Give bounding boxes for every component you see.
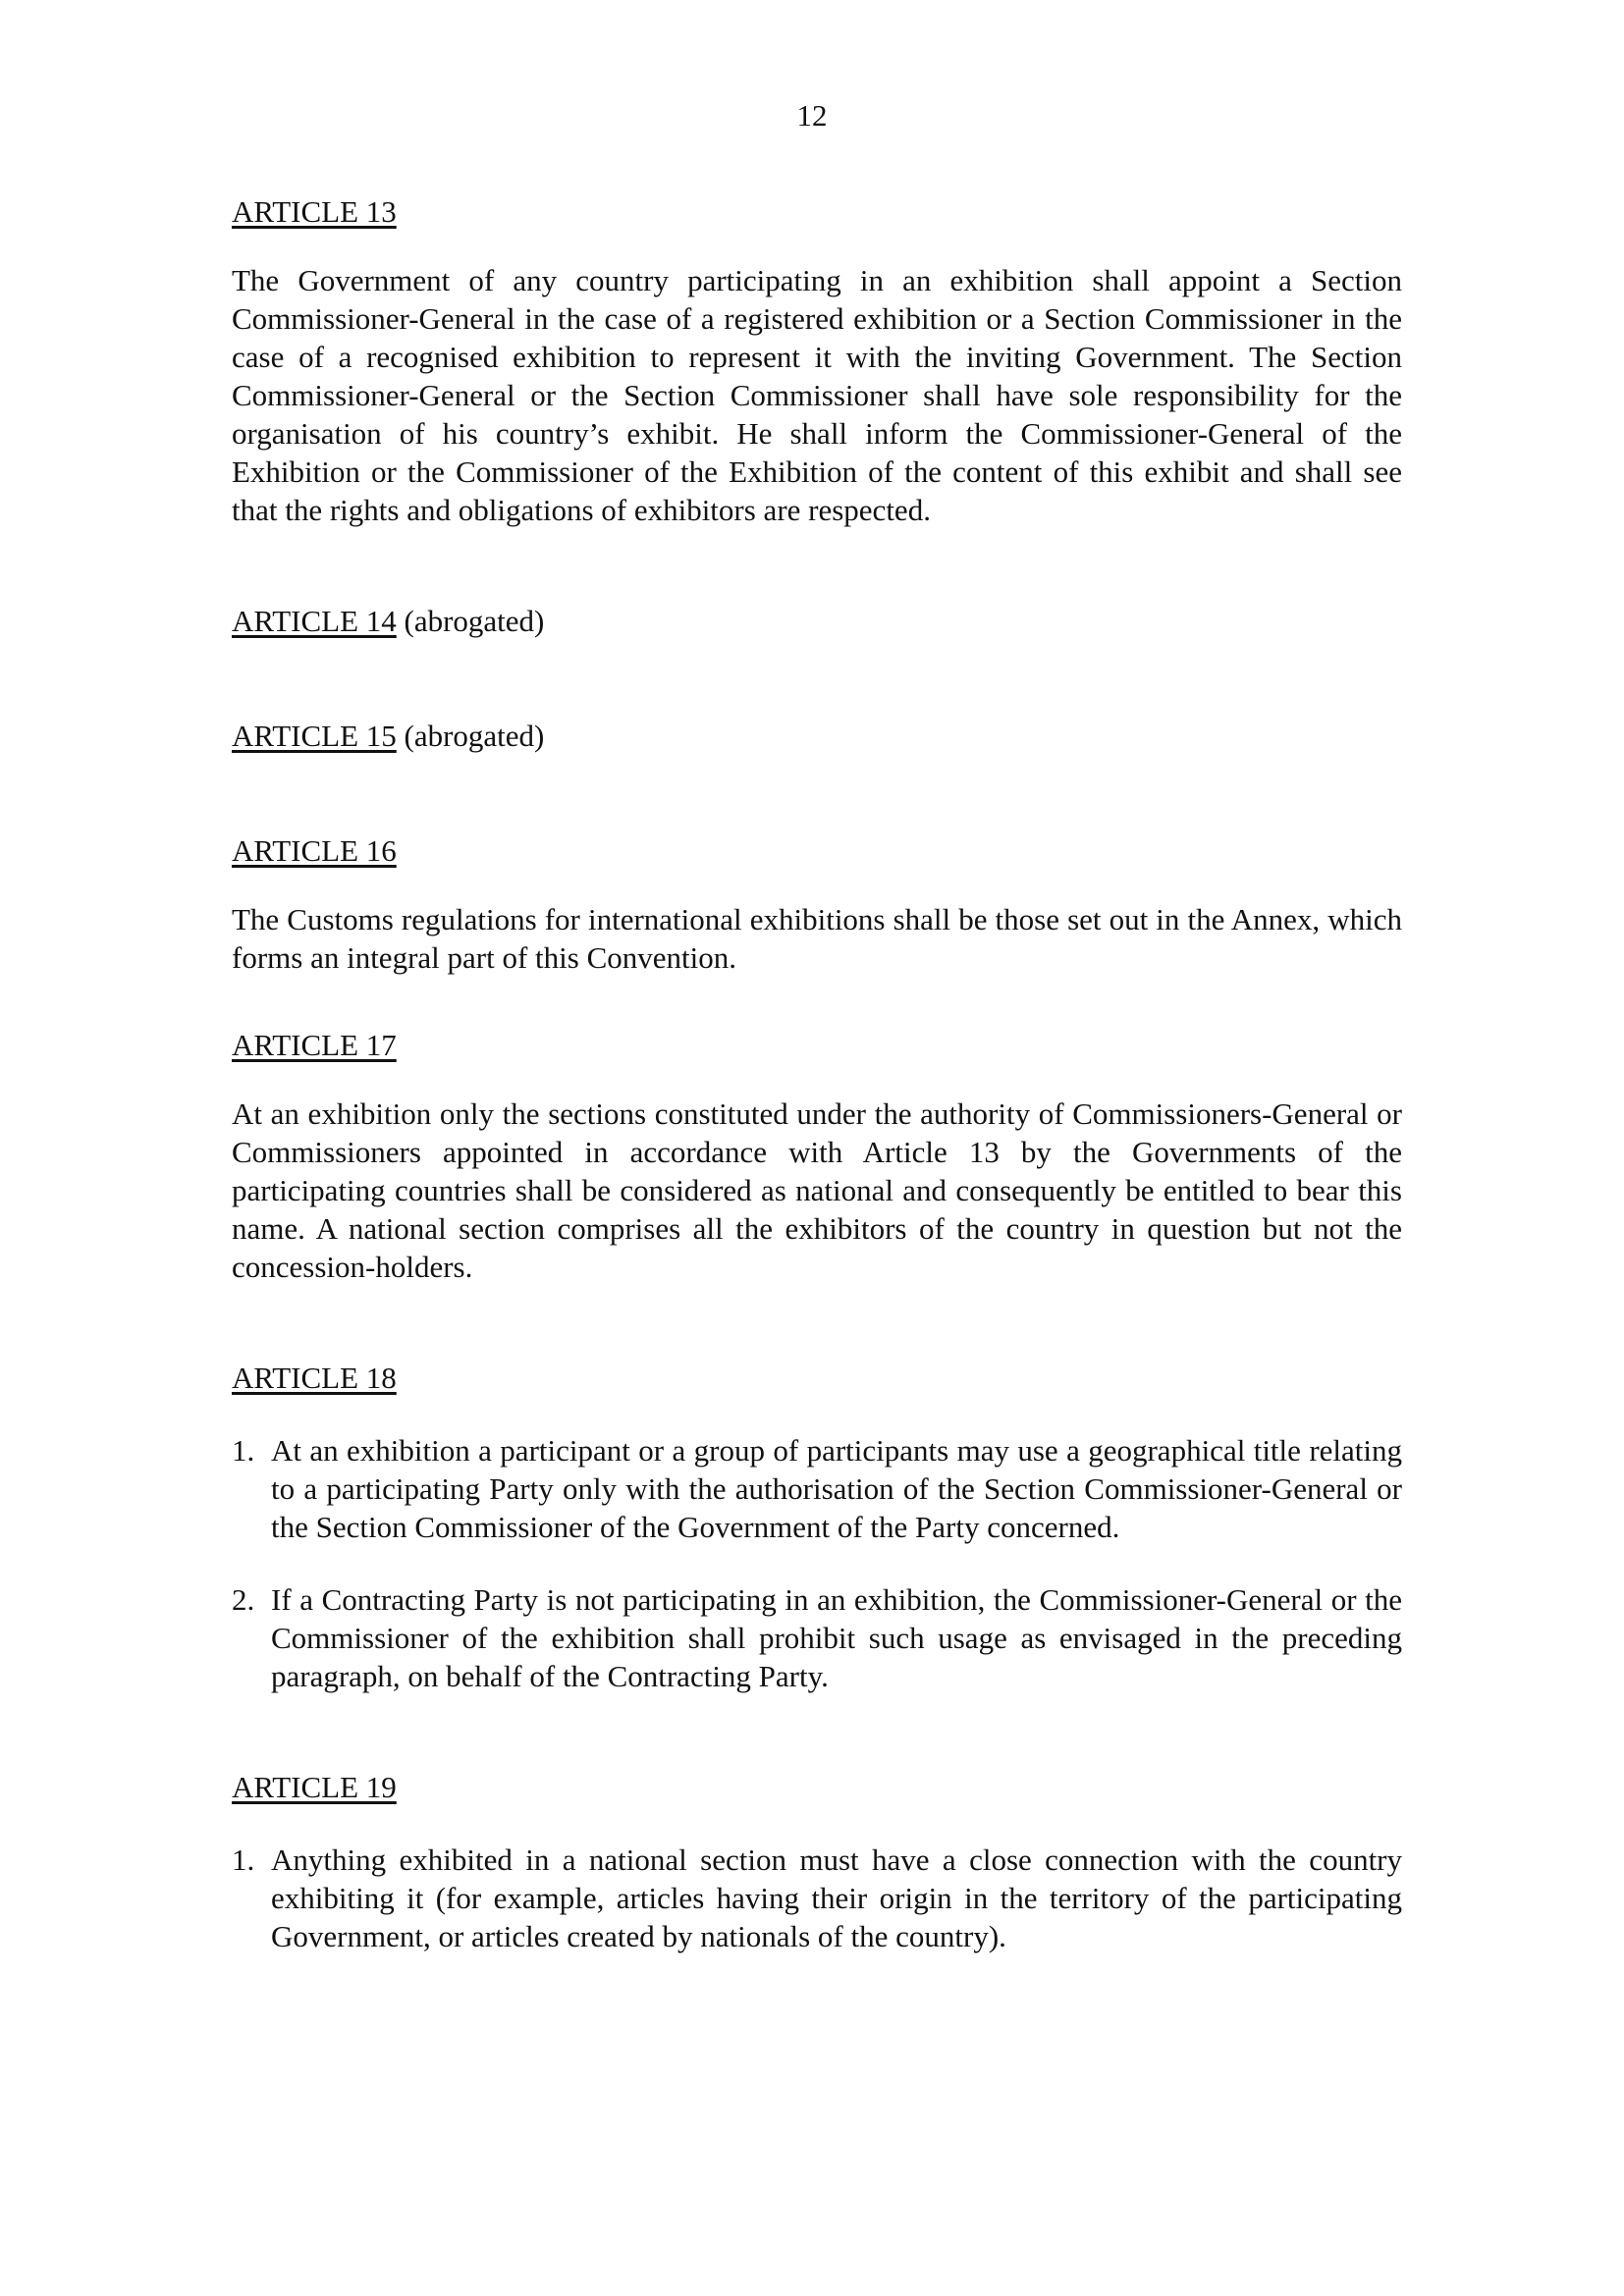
article-14-note: (abrogated) (404, 604, 545, 638)
article-heading (232, 1768, 1402, 1806)
article-17-text: At an exhibition only the sections constituted under the authority of Commissioners-General or Commissioners appointed in accordance with Article 13 by the Governments of the participating countries shall be considered as national and consequently be entitled to bear this name. A national section comprises all the exhibitors of the country in question but not the concession-holders. (232, 1096, 1402, 1284)
article-18-title: ARTICLE 18 (232, 1361, 397, 1395)
article-17 (232, 1026, 1402, 1286)
article-13-title: ARTICLE 13 (232, 194, 397, 229)
list-item-text: At an exhibition a participant or a group of participants may use a geographical title relating to a participating Party only with the authorisation of the Section Commissioner-General or the Section Commissioner of the Government of the Party concerned. (271, 1433, 1402, 1544)
article-13-text: The Government of any country participating in an exhibition shall appoint a Section Commissioner-General in the case of a registered exhibition or a Section Commissioner in the case of a recognised exhibition to represent it with the inviting Government. The Section Commissioner-General or the Section Commissioner shall have sole responsibility for the organisation of his country’s exhibit. He shall inform the Commissioner-General of the Exhibition or the Commissioner of the Exhibition of the content of this exhibit and shall see that the rights and obligations of exhibitors are respected. (232, 263, 1402, 527)
article-17-title: ARTICLE 17 (232, 1028, 397, 1062)
article-heading (232, 602, 1402, 640)
article-13 (232, 192, 1402, 529)
page-number: 12 (796, 98, 828, 133)
article-19-title: ARTICLE 19 (232, 1770, 397, 1804)
article-15-title: ARTICLE 15 (232, 719, 397, 753)
article-heading (232, 717, 1402, 755)
article-16 (232, 831, 1402, 977)
article-15 (232, 717, 1402, 755)
list-item (232, 1580, 1402, 1695)
article-18 (232, 1359, 1402, 1695)
list-item-number: 1. (232, 1433, 255, 1468)
article-14-title: ARTICLE 14 (232, 604, 397, 638)
list-item-text: If a Contracting Party is not participating in an exhibition, the Commissioner-General or the Commissioner of the exhibition shall prohibit such usage as envisaged in the preceding paragraph, on behalf of the Contracting Party. (271, 1582, 1402, 1693)
list-item-number: 2. (232, 1582, 255, 1617)
article-heading (232, 1026, 1402, 1064)
article-heading (232, 831, 1402, 870)
article-19-list (232, 1841, 1402, 1955)
list-item-text: Anything exhibited in a national section must have a close connection with the country exhibiting it (for example, articles having their origin in the territory of the participating Government, or articles created by nationals of the country). (271, 1842, 1402, 1953)
list-item-number: 1. (232, 1842, 255, 1877)
list-item (232, 1431, 1402, 1546)
article-heading (232, 192, 1402, 231)
article-14 (232, 602, 1402, 640)
document-body (232, 192, 1402, 1955)
list-item (232, 1841, 1402, 1955)
article-16-text: The Customs regulations for international exhibitions shall be those set out in the Annex, which forms an integral part of this Convention. (232, 902, 1402, 975)
article-15-note: (abrogated) (404, 719, 545, 753)
article-heading (232, 1359, 1402, 1397)
article-16-title: ARTICLE 16 (232, 833, 397, 868)
article-18-list (232, 1431, 1402, 1695)
article-19 (232, 1768, 1402, 1955)
